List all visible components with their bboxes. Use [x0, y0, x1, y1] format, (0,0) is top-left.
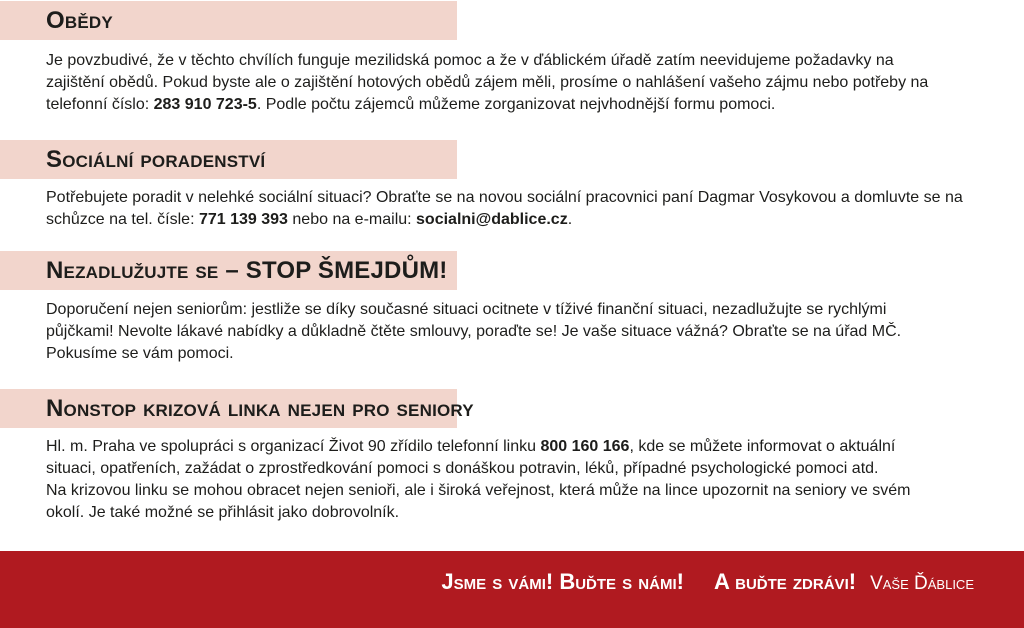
section-title: Obědy: [46, 6, 113, 34]
text-run: půjčkami! Nevolte lákavé nabídky a důkladně čtěte smlouvy, poraďte se! Je vaše situace vážná? Obraťte se na úřad MČ.: [46, 323, 902, 340]
text-line: [46, 72, 986, 94]
section-title: Nezadlužujte se – STOP ŠMEJDŮM!: [46, 256, 448, 284]
text-run: . Podle počtu zájemců můžeme zorganizovat nejvhodnější formu pomoci.: [256, 96, 776, 113]
text-run: telefonní číslo:: [46, 96, 154, 113]
text-run: Pokusíme se vám pomoci.: [46, 345, 234, 362]
text-run: Potřebujete poradit v nelehké sociální situaci? Obraťte se na novou sociální pracovnici paní Dagmar Vosykovou a domluvte se na: [46, 189, 963, 206]
text-run: situaci, opatřeních, zažádat o zprostředkování pomoci s donáškou potravin, léků, případné psychologické pomoci atd.: [46, 460, 879, 477]
text-run: schůzce na tel. čísle:: [46, 211, 199, 228]
text-line: [46, 50, 986, 72]
text-run: Doporučení nejen seniorům: jestliže se díky současné situaci ocitnete v tíživé finanční situaci, nezadlužujte se rychlými: [46, 301, 887, 318]
slogan-together: Jsme s vámi! Buďte s námi!: [441, 569, 684, 594]
text-line: [46, 187, 986, 209]
text-line: [46, 209, 986, 231]
text-run: zajištění obědů. Pokud byste ale o zajištění hotových obědů zájem měli, prosíme o nahlášení vašeho zájmu nebo potřeby na: [46, 74, 929, 91]
section-text-socialni-poradenstvi: [46, 187, 986, 231]
section-heading-stop-smejdum: [0, 251, 457, 290]
text-run: okolí. Je také možné se přihlásit jako dobrovolník.: [46, 504, 400, 521]
section-title: Sociální poradenství: [46, 145, 266, 173]
text-run: Na krizovou linku se mohou obracet nejen senioři, ale i široká veřejnost, která může na lince upozornit na seniory ve svém: [46, 482, 911, 499]
footer-slogan: [441, 569, 974, 595]
text-run: Je povzbudivé, že v těchto chvílích funguje mezilidská pomoc a že v ďáblickém úřadě zatím neevidujeme požadavky na: [46, 52, 894, 69]
highlighted-contact: 771 139 393: [198, 211, 288, 228]
text-run: , kde se můžete informovat o aktuální: [629, 438, 896, 455]
text-line: [46, 299, 986, 321]
highlighted-contact: 800 160 166: [540, 438, 630, 455]
text-line: [46, 436, 986, 458]
text-run: nebo na e-mailu:: [287, 211, 417, 228]
text-line: [46, 321, 986, 343]
signature: Vaše Ďáblice: [870, 573, 974, 594]
section-heading-obedy: [0, 1, 457, 40]
highlighted-contact: 283 910 723-5: [153, 96, 257, 113]
text-line: [46, 94, 986, 116]
slogan-healthy: A buďte zdrávi!: [713, 569, 857, 594]
text-line: [46, 458, 986, 480]
text-line: [46, 480, 986, 502]
highlighted-contact: socialni@dablice.cz: [416, 211, 568, 228]
section-text-krizova-linka: [46, 436, 986, 524]
section-heading-socialni-poradenstvi: [0, 140, 457, 179]
text-line: [46, 343, 986, 365]
text-run: Hl. m. Praha ve spolupráci s organizací Život 90 zřídilo telefonní linku: [46, 438, 541, 455]
section-title: Nonstop krizová linka nejen pro seniory: [46, 394, 474, 422]
section-text-obedy: [46, 50, 986, 116]
text-line: [46, 502, 986, 524]
text-run: .: [567, 211, 573, 228]
section-text-stop-smejdum: [46, 299, 986, 365]
section-heading-krizova-linka: [0, 389, 474, 428]
